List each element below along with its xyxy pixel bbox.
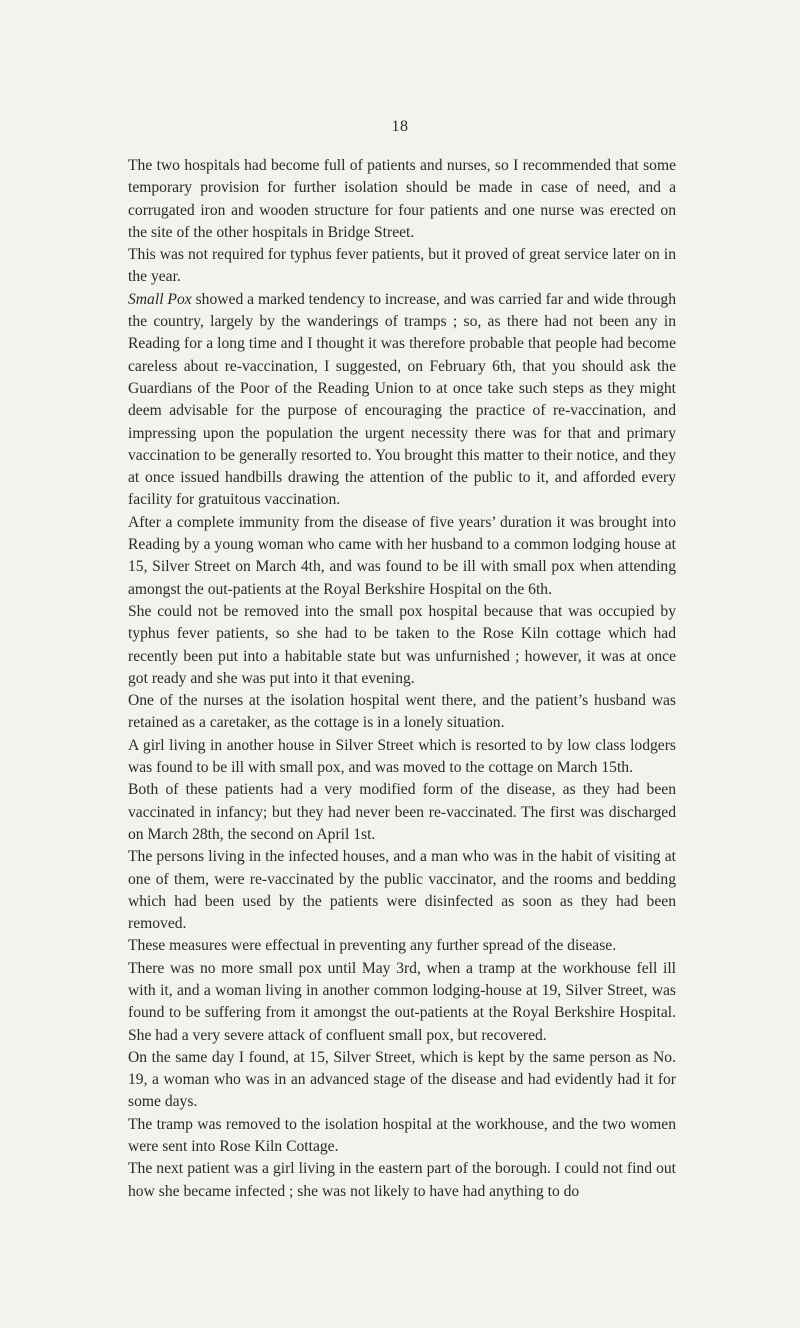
page-number: 18	[391, 118, 409, 135]
paragraph-girl-silver-street: A girl living in another house in Silver Street which is resorted to by low class lodgers was found to be ill with small pox, and was moved to the cottage on March 15th.	[128, 736, 676, 777]
paragraph-measures: These measures were effectual in preventing any further spread of the disease.	[128, 937, 617, 955]
paragraph-typhus-service: This was not required for typhus fever patients, but it proved of great service later on in the year.	[128, 246, 676, 286]
small-pox-heading: Small Pox	[128, 290, 192, 308]
paragraph-immunity: After a complete immunity from the disease of five years’ duration it was brought into Reading by a young woman who came with her husband to a common lodging house at 15, Silver Street on March 4th, and was found to be ill with small pox when attending amongst the out-patients at the Royal Berkshire Hospital on the 6th.	[128, 513, 676, 598]
paragraph-small-pox	[128, 289, 676, 512]
body-text	[128, 155, 676, 1203]
paragraph-rose-kiln: She could not be removed into the small pox hospital because that was occupied by typhus fever patients, so she had to be taken to the Rose Kiln cottage which had recently been put into a habitable state but was unfurnished ; however, it was at once got ready and she was put into it that evening.	[128, 602, 676, 687]
small-pox-text: showed a marked tendency to increase, and was carried far and wide through the country, largely by the wanderings of tramps ; so, as there had not been any in Reading for a long time and I thought it was therefore probable that people had become careless about re-vaccination, I suggested, on February 6th, that you should ask the Guardians of the Poor of the Reading Union to at once take such steps as they might deem advisable for the purpose of encouraging the practice of re-vaccination, and impressing upon the population the urgent necessity there was for that and primary vaccination to be generally resorted to. You brought this matter to their notice, and they at once issued handbills drawing the attention of the public to it, and afforded every facility for gratuitous vaccination.	[128, 290, 676, 509]
paragraph-revaccinated: The persons living in the infected houses, and a man who was in the habit of visiting at one of them, were re-vaccinated by the public vaccinator, and the rooms and bedding which had been used by the patients were disinfected as soon as they had been removed.	[128, 848, 676, 933]
paragraph-tramp-removed: The tramp was removed to the isolation hospital at the workhouse, and the two women were sent into Rose Kiln Cottage.	[128, 1115, 676, 1156]
paragraph-modified-form: Both of these patients had a very modified form of the disease, as they had been vaccinated in infancy; but they had never been re-vaccinated. The first was discharged on March 28th, the second on April 1st.	[128, 781, 676, 843]
paragraph-hospitals-full: The two hospitals had become full of patients and nurses, so I recommended that some temporary provision for further isolation should be made in case of need, and a corrugated iron and wooden structure for four patients and one nurse was erected on the site of the other hospitals in Bridge Street.	[128, 157, 676, 241]
paragraph-next-patient: The next patient was a girl living in the eastern part of the borough. I could not find out how she became infected ; she was not likely to have had anything to do	[128, 1160, 676, 1200]
paragraph-may-tramp: There was no more small pox until May 3rd, when a tramp at the workhouse fell ill with it, and a woman living in another common lodging-house at 19, Silver Street, was found to be suffering from it amongst the out-patients at the Royal Berkshire Hospital. She had a very severe attack of confluent small pox, but recovered.	[128, 959, 676, 1044]
paragraph-same-day: On the same day I found, at 15, Silver Street, which is kept by the same person as No. 19, a woman who was in an advanced stage of the disease and had evidently had it for some days.	[128, 1048, 676, 1111]
paragraph-nurse-caretaker: One of the nurses at the isolation hospital went there, and the patient’s husband was retained as a caretaker, as the cottage is in a lonely situation.	[128, 692, 676, 732]
